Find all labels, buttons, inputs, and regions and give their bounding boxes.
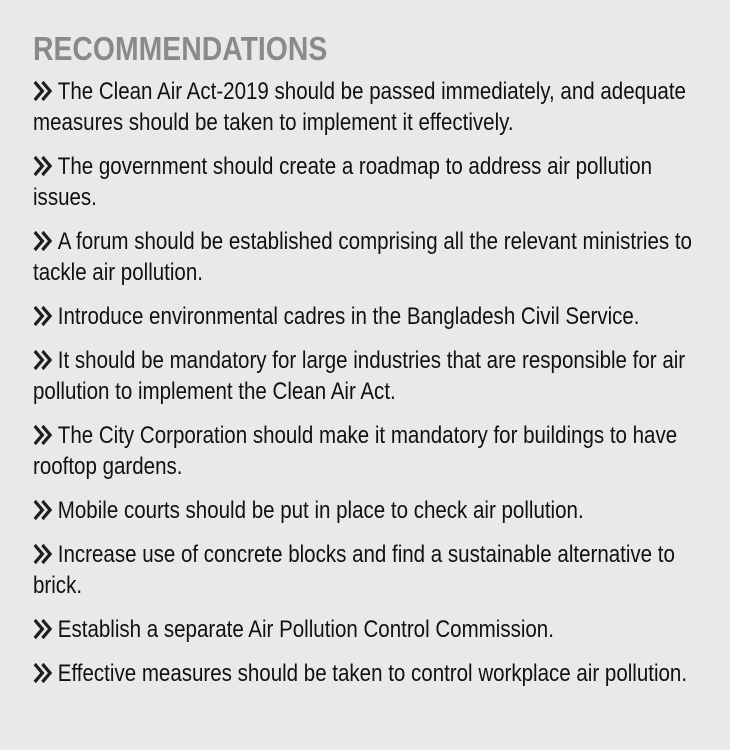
list-item-text: The Clean Air Act-2019 should be passed immediately, and adequate measures should be taken to implement it effectively. <box>33 78 686 136</box>
double-chevron-right-icon <box>33 306 55 326</box>
list-item <box>33 614 700 645</box>
double-chevron-right-icon <box>33 231 55 251</box>
list-item-text: Effective measures should be taken to control workplace air pollution. <box>57 660 688 687</box>
double-chevron-right-icon <box>33 544 55 564</box>
double-chevron-right-icon <box>33 81 55 101</box>
double-chevron-right-icon <box>33 619 55 639</box>
list-item <box>33 539 700 601</box>
recommendations-list <box>33 76 702 689</box>
double-chevron-right-icon <box>33 156 55 176</box>
list-item <box>33 76 700 138</box>
list-item-text: Introduce environmental cadres in the Bangladesh Civil Service. <box>57 303 640 330</box>
double-chevron-right-icon <box>33 425 55 445</box>
list-item <box>33 420 700 482</box>
double-chevron-right-icon <box>33 500 55 520</box>
list-item-text: It should be mandatory for large industries that are responsible for air pollution to implement the Clean Air Act. <box>33 347 686 405</box>
section-title: RECOMMENDATIONS <box>33 30 328 67</box>
list-item <box>33 658 700 689</box>
list-item-text: A forum should be established comprising all the relevant ministries to tackle air pollution. <box>33 228 692 286</box>
list-item <box>33 301 700 332</box>
list-item <box>33 495 700 526</box>
list-item-text: Increase use of concrete blocks and find a sustainable alternative to brick. <box>33 541 675 599</box>
double-chevron-right-icon <box>33 663 55 683</box>
double-chevron-right-icon <box>33 350 55 370</box>
list-item-text: Establish a separate Air Pollution Control Commission. <box>57 616 554 643</box>
list-item-text: The government should create a roadmap to address air pollution issues. <box>33 153 653 211</box>
list-item-text: Mobile courts should be put in place to check air pollution. <box>57 497 584 524</box>
list-item <box>33 151 700 213</box>
list-item-text: The City Corporation should make it mandatory for buildings to have rooftop gardens. <box>33 422 678 480</box>
list-item <box>33 226 700 288</box>
list-item <box>33 345 700 407</box>
